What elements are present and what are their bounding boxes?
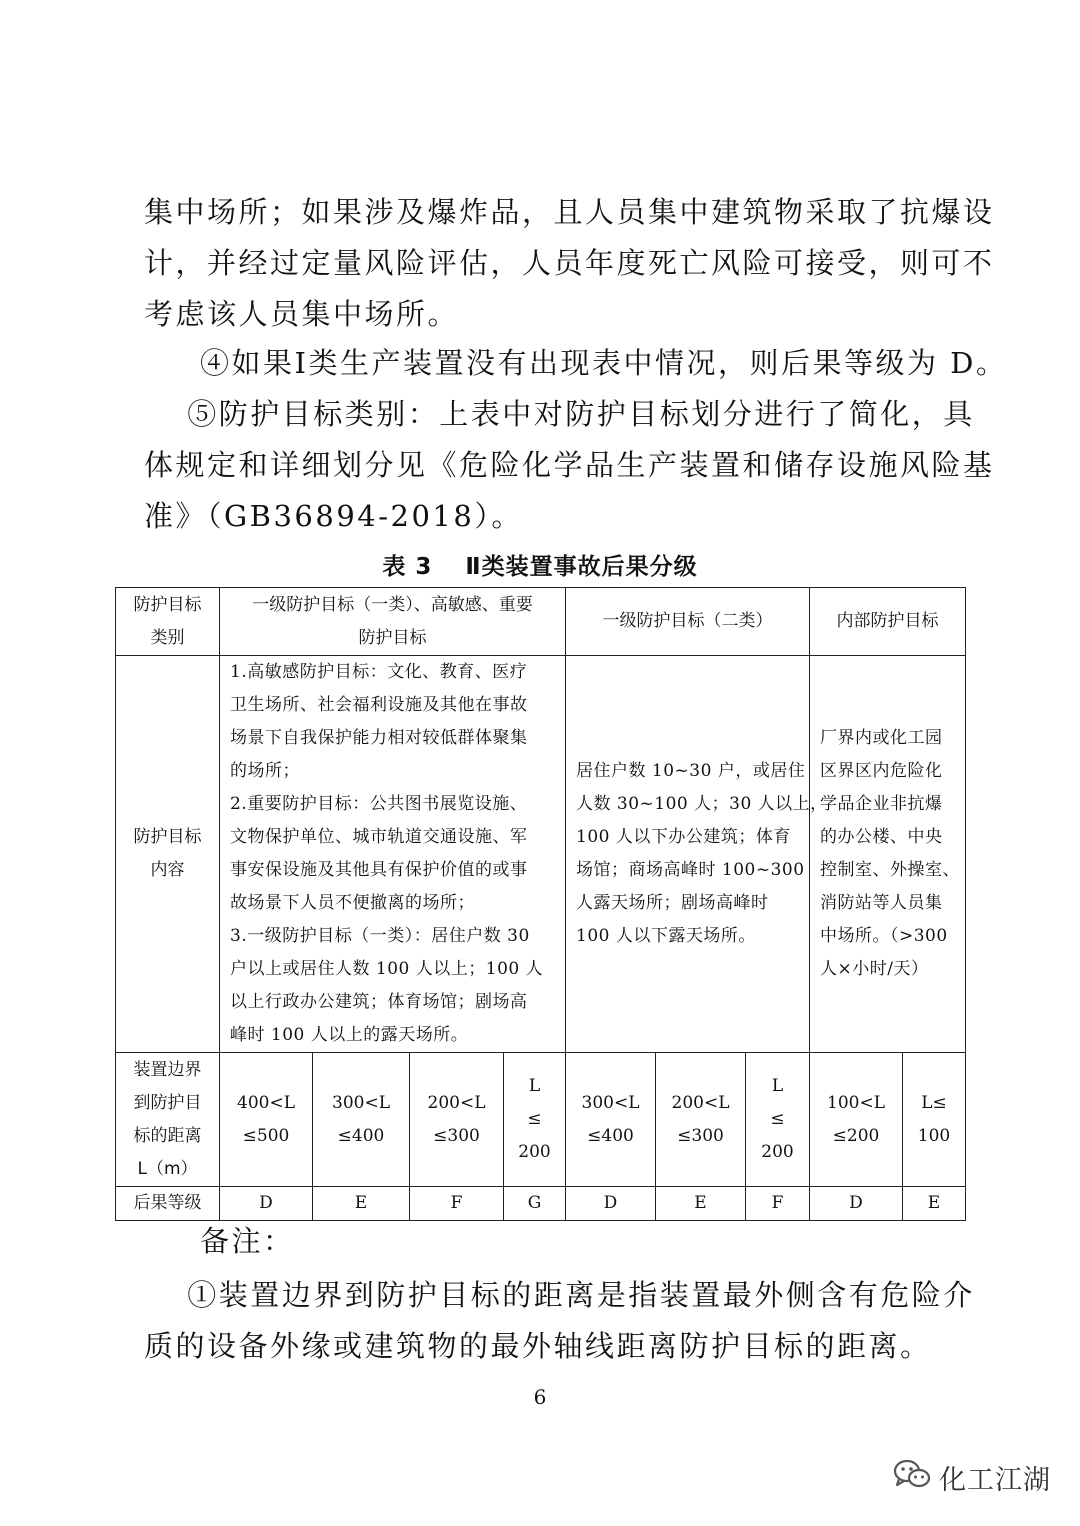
cell-line: L [771, 1076, 784, 1096]
cell-line: L [528, 1076, 541, 1096]
distance-cell [656, 1053, 746, 1187]
distance-cell [410, 1053, 504, 1187]
cell-line: 防护目标 [133, 827, 202, 847]
cell-line: ≤400 [587, 1125, 634, 1146]
grade-cell: E [903, 1187, 966, 1221]
header-col2-cell: 一级防护目标（二类） [566, 588, 810, 656]
content-label-cell [116, 656, 220, 1053]
cell-line: 3.一级防护目标（一类）：居住户数 30 [230, 926, 530, 946]
grade-cell: D [810, 1187, 903, 1221]
grade-cell: G [504, 1187, 566, 1221]
cell-line: 峰时 100 人以上的露天场所。 [230, 1025, 469, 1045]
cell-line: 事安保设施及其他具有保护价值的或事 [230, 860, 528, 880]
distance-cell [220, 1053, 313, 1187]
cell-line: 100 人以下露天场所。 [576, 926, 756, 946]
cell-line: 到防护目 [133, 1092, 202, 1113]
watermark [893, 1458, 1051, 1497]
table-content-row [116, 656, 966, 1053]
cell-line: 厂界内或化工园 [820, 728, 943, 748]
cell-line: ≤200 [832, 1125, 880, 1146]
grade-cell: E [656, 1187, 746, 1221]
table-distance-row [116, 1053, 966, 1187]
paragraph-line: ①装置边界到防护目标的距离是指装置最外侧含有危险介 [144, 1278, 975, 1312]
table-header-row [116, 588, 966, 656]
grade-cell: F [746, 1187, 810, 1221]
cell-line: 标的距离 [133, 1125, 202, 1146]
header-col3-cell: 内部防护目标 [810, 588, 966, 656]
distance-cell [504, 1053, 566, 1187]
cell-line: 以上行政办公建筑；体育场馆；剧场高 [230, 992, 528, 1012]
table-caption: 表 3 Ⅱ类装置事故后果分级 [382, 554, 698, 580]
cell-line: 人×小时/天） [820, 959, 929, 979]
cell-line: 区界区内危险化 [820, 761, 943, 781]
consequence-grade-table [115, 587, 966, 1221]
grade-cell: E [313, 1187, 410, 1221]
cell-line: 200<L [427, 1092, 486, 1113]
cell-line: 装置边界 [133, 1059, 202, 1080]
grade-cell: D [566, 1187, 656, 1221]
cell-line: 防护目标 [358, 627, 427, 648]
page-number: 6 [533, 1385, 547, 1409]
cell-line: 类别 [150, 627, 185, 648]
cell-line: 内容 [150, 860, 185, 880]
content-col3-cell [810, 656, 966, 1053]
cell-line: ≤500 [242, 1125, 290, 1146]
cell-line: 100<L [827, 1092, 885, 1113]
cell-line: L≤ [921, 1092, 947, 1113]
paragraph-line: 质的设备外缘或建筑物的最外轴线距离防护目标的距离。 [144, 1329, 932, 1363]
header-category-cell [116, 588, 220, 656]
cell-line: 200 [518, 1142, 551, 1162]
cell-line: 控制室、外操室、 [820, 860, 960, 880]
paragraph-line: 体规定和详细划分见《危险化学品生产装置和储存设施风险基 [144, 448, 995, 482]
cell-line: 文物保护单位、城市轨道交通设施、军 [230, 827, 528, 847]
cell-line: 400<L [237, 1092, 295, 1113]
cell-line: 故场景下人员不便撤离的场所； [230, 893, 475, 913]
content-col1-cell [220, 656, 566, 1053]
cell-line: 消防站等人员集 [820, 893, 943, 913]
content-col2-cell [566, 656, 828, 1053]
cell-line: 300<L [332, 1092, 390, 1113]
distance-cell [313, 1053, 410, 1187]
distance-label-cell [116, 1053, 220, 1187]
cell-line: 1.高敏感防护目标：文化、教育、医疗 [230, 662, 528, 682]
paragraph-1 [144, 187, 995, 340]
table-grade-row [116, 1187, 966, 1221]
cell-line: ≤300 [677, 1125, 724, 1146]
paragraph-line: ⑤防护目标类别：上表中对防护目标划分进行了简化，具 [144, 397, 975, 431]
notes-label: 备注： [200, 1224, 295, 1258]
cell-line: 防护目标 [133, 594, 202, 615]
watermark-text: 化工江湖 [939, 1465, 1051, 1496]
cell-line: 场馆；商场高峰时 100~300 [576, 860, 805, 880]
distance-cell [746, 1053, 810, 1187]
cell-line: 一级防护目标（一类）、高敏感、重要 [252, 594, 533, 615]
cell-line: 2.重要防护目标：公共图书展览设施、 [230, 794, 528, 814]
distance-cell [810, 1053, 903, 1187]
paragraph-line: 集中场所；如果涉及爆炸品，且人员集中建筑物采取了抗爆设 [144, 195, 995, 229]
grade-label-cell: 后果等级 [116, 1187, 220, 1221]
paragraph-line: 考虑该人员集中场所。 [144, 297, 460, 331]
cell-line: 300<L [581, 1092, 640, 1113]
wechat-icon [893, 1458, 931, 1497]
cell-line: 人露天场所；剧场高峰时 [576, 893, 769, 913]
grade-cell: D [220, 1187, 313, 1221]
header-col1-cell [220, 588, 566, 656]
distance-cell [566, 1053, 656, 1187]
cell-line: 100 [917, 1125, 951, 1146]
paragraph-line: 计，并经过定量风险评估，人员年度死亡风险可接受，则可不 [144, 246, 995, 280]
cell-line: ≤400 [337, 1125, 385, 1146]
grade-cell: F [410, 1187, 504, 1221]
cell-line: ≤ [770, 1109, 785, 1129]
cell-line: 的办公楼、中央 [820, 827, 943, 847]
cell-line: 学品企业非抗爆 [820, 794, 943, 814]
cell-line: 卫生场所、社会福利设施及其他在事故 [230, 695, 528, 715]
distance-cell [903, 1053, 966, 1187]
cell-line: 中场所。（>300 [820, 926, 948, 946]
cell-line: 200 [761, 1142, 794, 1162]
cell-line: ≤ [527, 1109, 542, 1129]
note-1 [144, 1270, 975, 1372]
cell-line: L（m） [137, 1158, 198, 1179]
paragraph-2 [200, 338, 1008, 389]
cell-line: 200<L [671, 1092, 730, 1113]
cell-line: 户以上或居住人数 100 人以上；100 人 [230, 959, 544, 979]
paragraph-3 [144, 389, 995, 542]
cell-line: 人数 30~100 人；30 人以上， [576, 794, 828, 814]
cell-line: ≤300 [433, 1125, 480, 1146]
paragraph-line: 准》（GB36894-2018）。 [144, 499, 523, 533]
cell-line: 100 人以下办公建筑；体育 [576, 827, 791, 847]
cell-line: 居住户数 10~30 户，或居住 [576, 761, 806, 781]
cell-line: 的场所； [230, 761, 300, 781]
paragraph-line: ④如果Ⅰ类生产装置没有出现表中情况，则后果等级为 D。 [200, 346, 1008, 380]
cell-line: 场景下自我保护能力相对较低群体聚集 [230, 728, 528, 748]
